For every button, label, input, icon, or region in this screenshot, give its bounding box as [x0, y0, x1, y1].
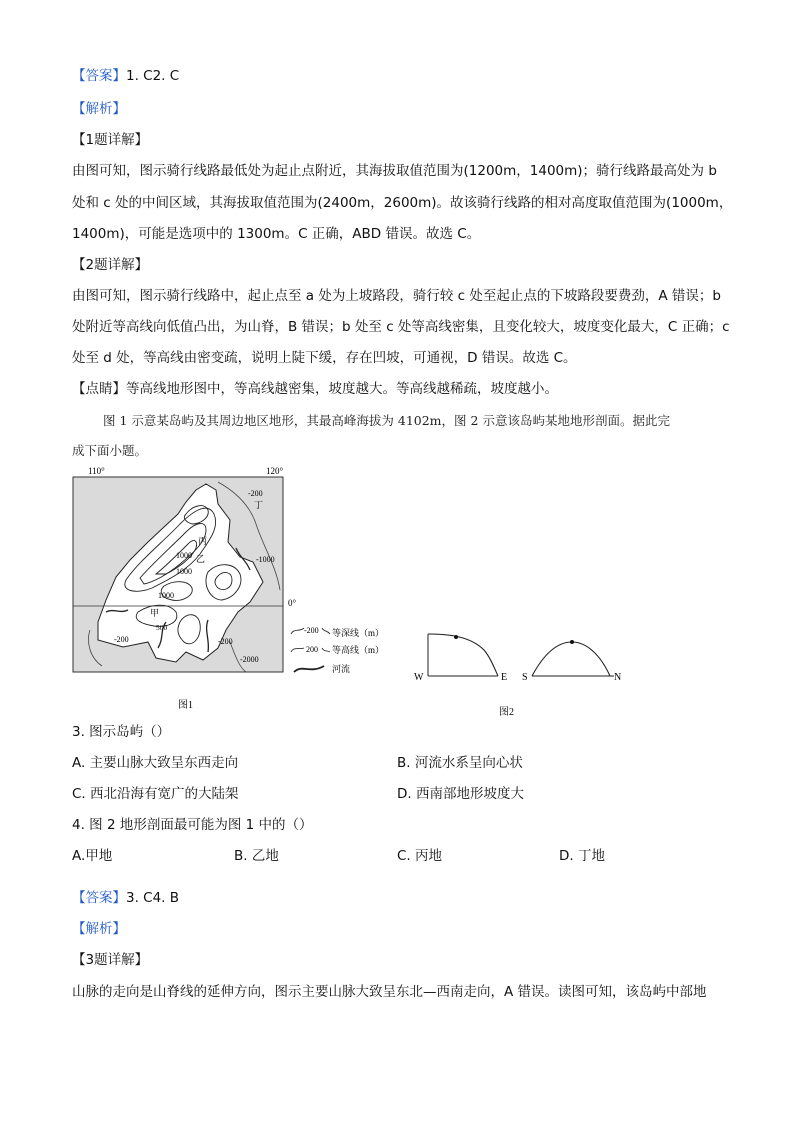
intro-line-2: 成下面小题。	[72, 443, 148, 458]
q2-detail-line: 处至 d 处，等高线由密变疏，说明上陡下缓，存在凹坡，可通视，D 错误。故选 C。	[72, 350, 577, 366]
answer-tag: 【答案】	[72, 890, 126, 906]
q3-option-d: D. 西南部地形坡度大	[397, 786, 524, 802]
q3-detail-tag: 【3题详解】	[72, 952, 149, 968]
legend-contour-symbol	[322, 648, 330, 652]
depth-label: -200	[248, 489, 263, 498]
contour-label: 1000	[158, 591, 174, 600]
q1-detail-tag: 【1题详解】	[72, 132, 149, 148]
profile-summit-point	[570, 640, 574, 644]
profile-n-label: N	[614, 672, 622, 683]
tip-tag: 【点睛】	[72, 381, 126, 397]
place-yi: 乙	[196, 554, 206, 564]
figure-1-caption: 图1	[178, 700, 193, 711]
answer-line-2	[72, 888, 179, 908]
place-ding: 丁	[254, 500, 264, 510]
q3-option-c: C. 西北沿海有宽广的大陆架	[72, 786, 239, 802]
figure-2-caption: 图2	[499, 707, 514, 718]
q3-detail-line: 山脉的走向是山脊线的延伸方向，图示主要山脉大致呈东北—西南走向，A 错误。读图可知，该岛屿中部地	[72, 984, 707, 1000]
q2-detail-line: 处附近等高线向低值凸出，为山脊，B 错误；b 处至 c 处等高线密集，且变化较大，坡度变化最大，C 正确；c	[72, 319, 730, 335]
tip-line	[72, 379, 558, 399]
lon-120-label: 120°	[266, 466, 284, 476]
figure-1-map	[68, 462, 398, 712]
legend-contour-symbol	[291, 648, 304, 652]
answer-value: 3. C4. B	[126, 890, 180, 906]
place-jia: 甲	[150, 608, 160, 618]
legend-river-label: 河流	[332, 664, 351, 674]
legend-contour-sample: 200	[306, 645, 318, 654]
intro-line-1: 图 1 示意某岛屿及其周边地区地形，其最高峰海拔为 4102m，图 2 示意该岛屿某地地形剖面。据此完	[103, 413, 670, 428]
q3-option-a: A. 主要山脉大致呈东西走向	[72, 755, 239, 771]
profile-w-label: W	[414, 672, 424, 683]
legend-isobath-symbol	[291, 628, 304, 634]
profile-curve-sn	[532, 642, 610, 676]
depth-label: -1000	[256, 555, 275, 564]
q1-detail-line: 1400m)，可能是选项中的 1300m。C 正确，ABD 错误。故选 C。	[72, 226, 481, 242]
q2-detail-line: 由图可知，图示骑行线路中，起止点至 a 处为上坡路段，骑行较 c 处至起止点的下坡路段要费劲，A 错误；b	[72, 288, 721, 304]
legend-river-symbol	[294, 666, 324, 672]
analysis-tag-2: 【解析】	[72, 921, 126, 937]
depth-label: -200	[218, 637, 233, 646]
tip-text: 等高线地形图中，等高线越密集，坡度越大。等高线越稀疏，坡度越小。	[126, 381, 558, 397]
profile-e-label: E	[501, 672, 508, 683]
lon-110-label: 110°	[88, 466, 105, 476]
q4-option-a: A.甲地	[72, 848, 113, 864]
profile-curve-we	[428, 634, 498, 676]
contour-label: 500	[156, 623, 168, 632]
legend-contour-label: 等高线（m）	[332, 645, 385, 655]
q4-stem: 4. 图 2 地形剖面最可能为图 1 中的（）	[72, 817, 313, 833]
legend-isobath-sample: -200	[304, 626, 319, 635]
q4-option-b: B. 乙地	[234, 848, 279, 864]
profile-s-label: S	[522, 672, 528, 683]
legend-isobath-label: 等深线（m）	[332, 628, 385, 638]
equator-label: 0°	[288, 598, 297, 608]
q3-option-b: B. 河流水系呈向心状	[397, 755, 523, 771]
place-bing: 丙	[198, 536, 208, 546]
q4-option-d: D. 丁地	[559, 848, 605, 864]
q3-stem: 3. 图示岛屿（）	[72, 724, 171, 740]
legend-isobath-symbol	[322, 628, 330, 634]
q1-detail-line: 由图可知，图示骑行线路最低处为起止点附近，其海拔取值范围为(1200m，1400m)；骑行线路最高处为 b	[72, 163, 717, 179]
answer-value: 1. C2. C	[126, 68, 180, 84]
contour-label: 1000	[176, 551, 192, 560]
q4-option-c: C. 丙地	[397, 848, 443, 864]
answer-tag: 【答案】	[72, 68, 126, 84]
q2-detail-tag: 【2题详解】	[72, 257, 149, 273]
answer-line-1	[72, 66, 179, 86]
profile-summit-point	[454, 635, 458, 639]
contour-label: 1000	[176, 567, 192, 576]
depth-label: -2000	[240, 655, 259, 664]
q1-detail-line: 处和 c 处的中间区域，其海拔取值范围为(2400m，2600m)。故该骑行线路的相对高度取值范围为(1000m，	[72, 195, 733, 211]
depth-label: -200	[114, 635, 129, 644]
figure-2-profiles	[410, 620, 630, 720]
analysis-tag-1: 【解析】	[72, 101, 126, 117]
